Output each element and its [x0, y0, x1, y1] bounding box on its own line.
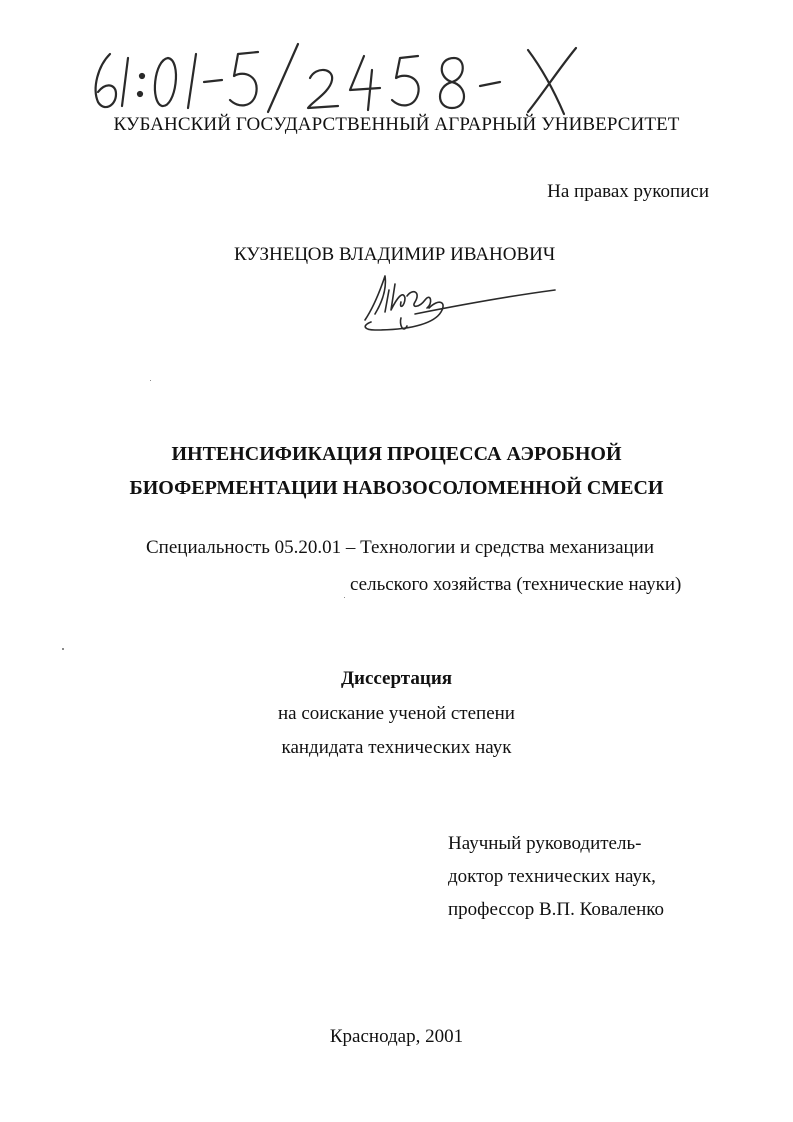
specialty-line-1: Специальность 05.20.01 – Технологии и средства механизации	[146, 537, 654, 558]
scan-speck	[62, 648, 64, 650]
title-line-1: ИНТЕНСИФИКАЦИЯ ПРОЦЕССА АЭРОБНОЙ	[171, 443, 622, 465]
specialty-line-2: сельского хозяйства (технические науки)	[350, 574, 682, 595]
dissertation-title	[0, 437, 793, 505]
dissertation-label: Диссертация	[340, 668, 453, 689]
university-name: КУБАНСКИЙ ГОСУДАРСТВЕННЫЙ АГРАРНЫЙ УНИВЕРСИТЕТ	[113, 114, 680, 135]
supervisor-line-2: доктор технических наук,	[448, 866, 656, 887]
degree-line-2: кандидата технических наук	[281, 737, 512, 758]
supervisor-line-3: профессор В.П. Коваленко	[448, 899, 665, 920]
degree-line-1: на соискание ученой степени	[278, 703, 515, 724]
author-name: КУЗНЕЦОВ ВЛАДИМИР ИВАНОВИЧ	[234, 244, 556, 265]
supervisor-line-1: Научный руководитель-	[448, 833, 642, 854]
place-and-year: Краснодар, 2001	[329, 1026, 464, 1047]
title-line-2: БИОФЕРМЕНТАЦИИ НАВОЗОСОЛОМЕННОЙ СМЕСИ	[129, 477, 664, 499]
scan-speck	[150, 380, 151, 381]
author-signature	[355, 268, 565, 338]
handwritten-catalog-code	[88, 36, 608, 116]
scan-speck	[344, 597, 345, 598]
rights-note: На правах рукописи	[547, 181, 709, 202]
